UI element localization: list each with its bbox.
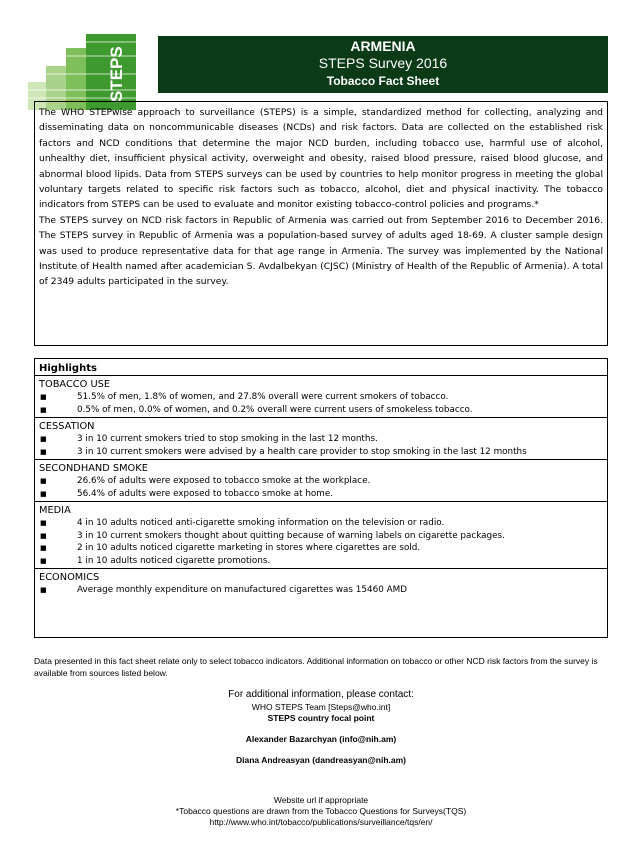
tqs-note: *Tobacco questions are drawn from the Tobacco Questions for Surveys(TQS) (175, 806, 467, 816)
logo-text: STEPS (107, 46, 126, 102)
intro-paragraph-1: The WHO STEPwise approach to surveillance (STEPS) is a simple, standardized method for collecting, analyzing and disseminating data on noncommunicable diseases (NCDs) and risk factors. Data are collected on the established risk factors and NCD conditions that determine the major NCD burden, including tobacco use, harmful use of alcohol, unhealthy diet, insufficient physical activity, overweight and obesity, raised blood pressure, raised blood glucose, and abnormal blood lipids. Data from STEPS surveys can be used by countries to help monitor progress in meeting the global voluntary targets related to specific risk factors such as tobacco, alcohol, diet and physical inactivity. The tobacco indicators from STEPS can be used to evaluate and monitor existing tobacco-control policies and programs.* (39, 107, 603, 211)
fact-sheet-subtitle: Tobacco Fact Sheet (326, 74, 440, 88)
contact-person-2: Diana Andreasyan (dandreasyan@nih.am) (236, 755, 406, 765)
intro-paragraph-2: The STEPS survey on NCD risk factors in Republic of Armenia was carried out from September 2016 to December 2016. The STEPS survey in Republic of Armenia was a population-based survey of adults aged 18-69. A cluster sample design was used to produce representative data for that age range in Armenia. The survey was implemented by the National Institute of Health named after academician S. Avdalbekyan (CJSC) (Ministry of Health of the Republic of Armenia). A total of 2349 adults participated in the survey. (39, 214, 603, 288)
header-bar (158, 36, 608, 93)
section-title: ECONOMICS (39, 572, 100, 583)
section-media (35, 502, 607, 569)
section-title: SECONDHAND SMOKE (39, 463, 148, 474)
section-economics (35, 569, 607, 598)
list-item: ■ 56.4% of adults were exposed to tobacco smoke at home. (40, 488, 334, 499)
bullet-icon: ■ (40, 586, 47, 594)
section-title: TOBACCO USE (39, 379, 111, 390)
bullet-icon: ■ (40, 489, 47, 498)
survey-title: STEPS Survey 2016 (318, 55, 448, 71)
bullet-icon: ■ (40, 519, 47, 527)
tqs-link[interactable]: http://www.who.int/tobacco/publications/surveillance/tqs/en/ (209, 817, 433, 827)
country-title: ARMENIA (350, 38, 416, 54)
bullet-icon: ■ (40, 447, 47, 456)
highlights-title: Highlights (35, 359, 607, 376)
section-tobacco-use (35, 376, 607, 418)
contact-person-1: Alexander Bazarchyan (info@nih.am) (245, 734, 397, 744)
list-item: ■ 3 in 10 current smokers thought about quitting because of warning labels on cigarette packages. (40, 530, 505, 541)
bullet-icon: ■ (40, 556, 47, 565)
list-item: ■ Average monthly expenditure on manufactured cigarettes was 15460 AMD (40, 585, 407, 595)
steps-logo (28, 30, 158, 110)
list-item: ■ 51.5% of men, 1.8% of women, and 27.8% overall were current smokers of tobacco. (40, 392, 449, 402)
list-item: ■ 2 in 10 adults noticed cigarette marketing in stores where cigarettes are sold. (40, 543, 421, 553)
bullet-icon: ■ (40, 405, 47, 414)
highlights-box (34, 358, 608, 638)
section-title: CESSATION (39, 421, 95, 432)
links-block (34, 795, 608, 828)
list-item: ■ 3 in 10 current smokers tried to stop smoking in the last 12 months. (40, 434, 378, 444)
section-secondhand-smoke (35, 460, 607, 502)
bullet-icon: ■ (40, 531, 47, 540)
section-cessation (35, 418, 607, 460)
bullet-icon: ■ (40, 393, 47, 401)
list-item: ■ 1 in 10 adults noticed cigarette promotions. (40, 555, 271, 566)
data-note: Data presented in this fact sheet relate only to select tobacco indicators. Additional information on tobacco or other NCD risk factors from the survey is available from sources listed below. (34, 656, 598, 678)
list-item: ■ 3 in 10 current smokers were advised by a health care provider to stop smoking in the last 12 months (40, 446, 527, 457)
website-label: Website url if appropriate (273, 795, 369, 805)
focal-point-label: STEPS country focal point (267, 713, 375, 723)
bullet-icon: ■ (40, 544, 47, 552)
contact-heading: For additional information, please contact: (228, 689, 414, 700)
section-title: MEDIA (39, 505, 71, 516)
bullet-icon: ■ (40, 435, 47, 443)
list-item: ■ 4 in 10 adults noticed anti-cigarette smoking information on the television or radio. (40, 518, 445, 528)
list-item: ■ 26.6% of adults were exposed to tobacco smoke at the workplace. (40, 476, 371, 486)
bullet-icon: ■ (40, 477, 47, 485)
intro-box (34, 101, 608, 346)
contact-block (34, 688, 608, 766)
who-team-contact: WHO STEPS Team [Steps@who.int] (251, 702, 391, 712)
list-item: ■ 0.5% of men, 0.0% of women, and 0.2% overall were current users of smokeless tobacco. (40, 404, 473, 415)
